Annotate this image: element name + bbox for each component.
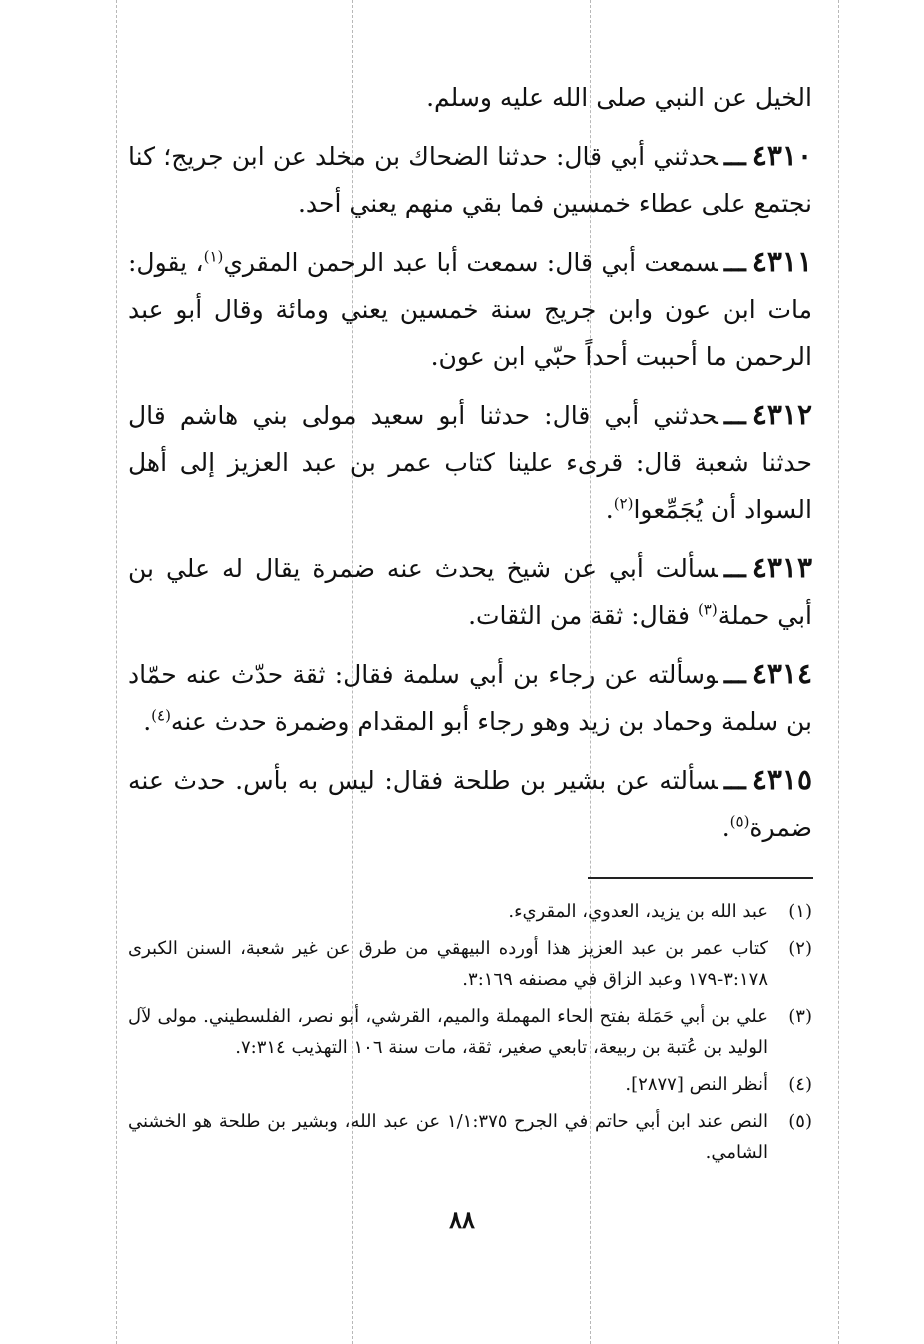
entry-text-after: . [143, 707, 152, 736]
entry-text: حدثني أبي قال: حدثنا الضحاك بن مخلد عن ابن جريج؛ كنا نجتمع على عطاء خمسين فما بقي منهم يعني أحد. [128, 142, 812, 218]
entry-text-after: فقال: ثقة من الثقات. [468, 601, 698, 630]
main-text [128, 74, 812, 862]
entry-4315 [128, 756, 812, 851]
footnote-number: (٤) [788, 1074, 812, 1095]
paragraph-continuation [128, 74, 812, 121]
entry-dash: ـــ [723, 248, 746, 277]
entry-dash: ـــ [723, 401, 746, 430]
entry-text-after: ، يقول: مات ابن عون وابن جريج سنة خمسين يعني ومائة وقال أبو عبد الرحمن ما أحببت أحداً حبّي ابن عون. [128, 248, 812, 371]
footnote-number: (٣) [788, 1006, 812, 1027]
scan-guide-line [838, 0, 839, 1344]
scan-guide-line [116, 0, 117, 1344]
entry-dash: ـــ [723, 766, 746, 795]
footnote-item [128, 896, 812, 927]
footnote-text: عبد الله بن يزيد، العدوي، المقريء. [508, 901, 768, 922]
footnote-text: النص عند ابن أبي حاتم في الجرح ١/١:٣٧٥ عن عبد الله، وبشير بن طلحة هو الخشني الشامي. [128, 1111, 768, 1163]
entry-number: ٤٣١٣ [751, 551, 812, 584]
footnote-item [128, 1001, 812, 1063]
entry-dash: ـــ [723, 660, 746, 689]
entry-number: ٤٣١٠ [751, 139, 812, 172]
footnotes [128, 896, 812, 1174]
entry-text-after: . [605, 495, 614, 524]
footnote-text: كتاب عمر بن عبد العزيز هذا أورده البيهقي من طرق عن غير شعبة، السنن الكبرى ٣:١٧٨-١٧٩ وعبد الزاق في مصنفه ٣:١٦٩. [128, 938, 768, 990]
entry-text: حدثني أبي قال: حدثنا أبو سعيد مولى بني هاشم قال حدثنا شعبة قال: قرىء علينا كتاب عمر بن عبد العزيز إلى أهل السواد أن يُجَمِّعوا [128, 401, 812, 524]
entry-4312 [128, 391, 812, 533]
entry-text: سألت أبي عن شيخ يحدث عنه ضمرة يقال له علي بن أبي حملة [128, 554, 812, 630]
entry-4314 [128, 650, 812, 745]
entry-number: ٤٣١٥ [751, 763, 812, 796]
entry-text: سألته عن بشير بن طلحة فقال: ليس به بأس. حدث عنه ضمرة [128, 766, 812, 842]
footnote-text: علي بن أبي حَمَلة بفتح الحاء المهملة والميم، القرشي، أبو نصر، الفلسطيني. مولى لآل الوليد بن عُتبة بن ربيعة، تابعي صغير، ثقة، مات سنة ١٠٦ التهذيب ٧:٣١٤. [128, 1006, 768, 1058]
footnote-marker[interactable]: (١) [203, 247, 224, 266]
footnote-item [128, 1106, 812, 1168]
footnote-divider [588, 877, 813, 879]
footnote-marker[interactable]: (٣) [697, 600, 718, 619]
footnote-marker[interactable]: (٢) [613, 494, 634, 513]
footnote-item [128, 933, 812, 995]
paragraph-text: الخيل عن النبي صلى الله عليه وسلم. [426, 83, 812, 112]
footnote-text: أنظر النص [٢٨٧٧]. [625, 1074, 768, 1095]
entry-4310 [128, 132, 812, 227]
entry-dash: ـــ [723, 554, 746, 583]
entry-dash: ـــ [723, 142, 746, 171]
entry-4311 [128, 238, 812, 380]
footnote-item [128, 1069, 812, 1100]
footnote-marker[interactable]: (٥) [729, 812, 750, 831]
entry-number: ٤٣١١ [751, 245, 812, 278]
entry-4313 [128, 544, 812, 639]
entry-number: ٤٣١٢ [751, 398, 812, 431]
footnote-number: (١) [788, 901, 812, 922]
footnote-number: (٥) [788, 1111, 812, 1132]
entry-text-after: . [721, 813, 730, 842]
entry-text: سمعت أبي قال: سمعت أبا عبد الرحمن المقري [223, 248, 718, 277]
footnote-marker[interactable]: (٤) [151, 706, 171, 725]
footnote-number: (٢) [788, 938, 812, 959]
entry-number: ٤٣١٤ [751, 657, 812, 690]
entry-text: وسألته عن رجاء بن أبي سلمة فقال: ثقة حدّث عنه حمّاد بن سلمة وحماد بن زيد وهو رجاء أبو المقدام وضمرة حدث عنه [128, 660, 812, 736]
page-number: ٨٨ [449, 1205, 475, 1234]
